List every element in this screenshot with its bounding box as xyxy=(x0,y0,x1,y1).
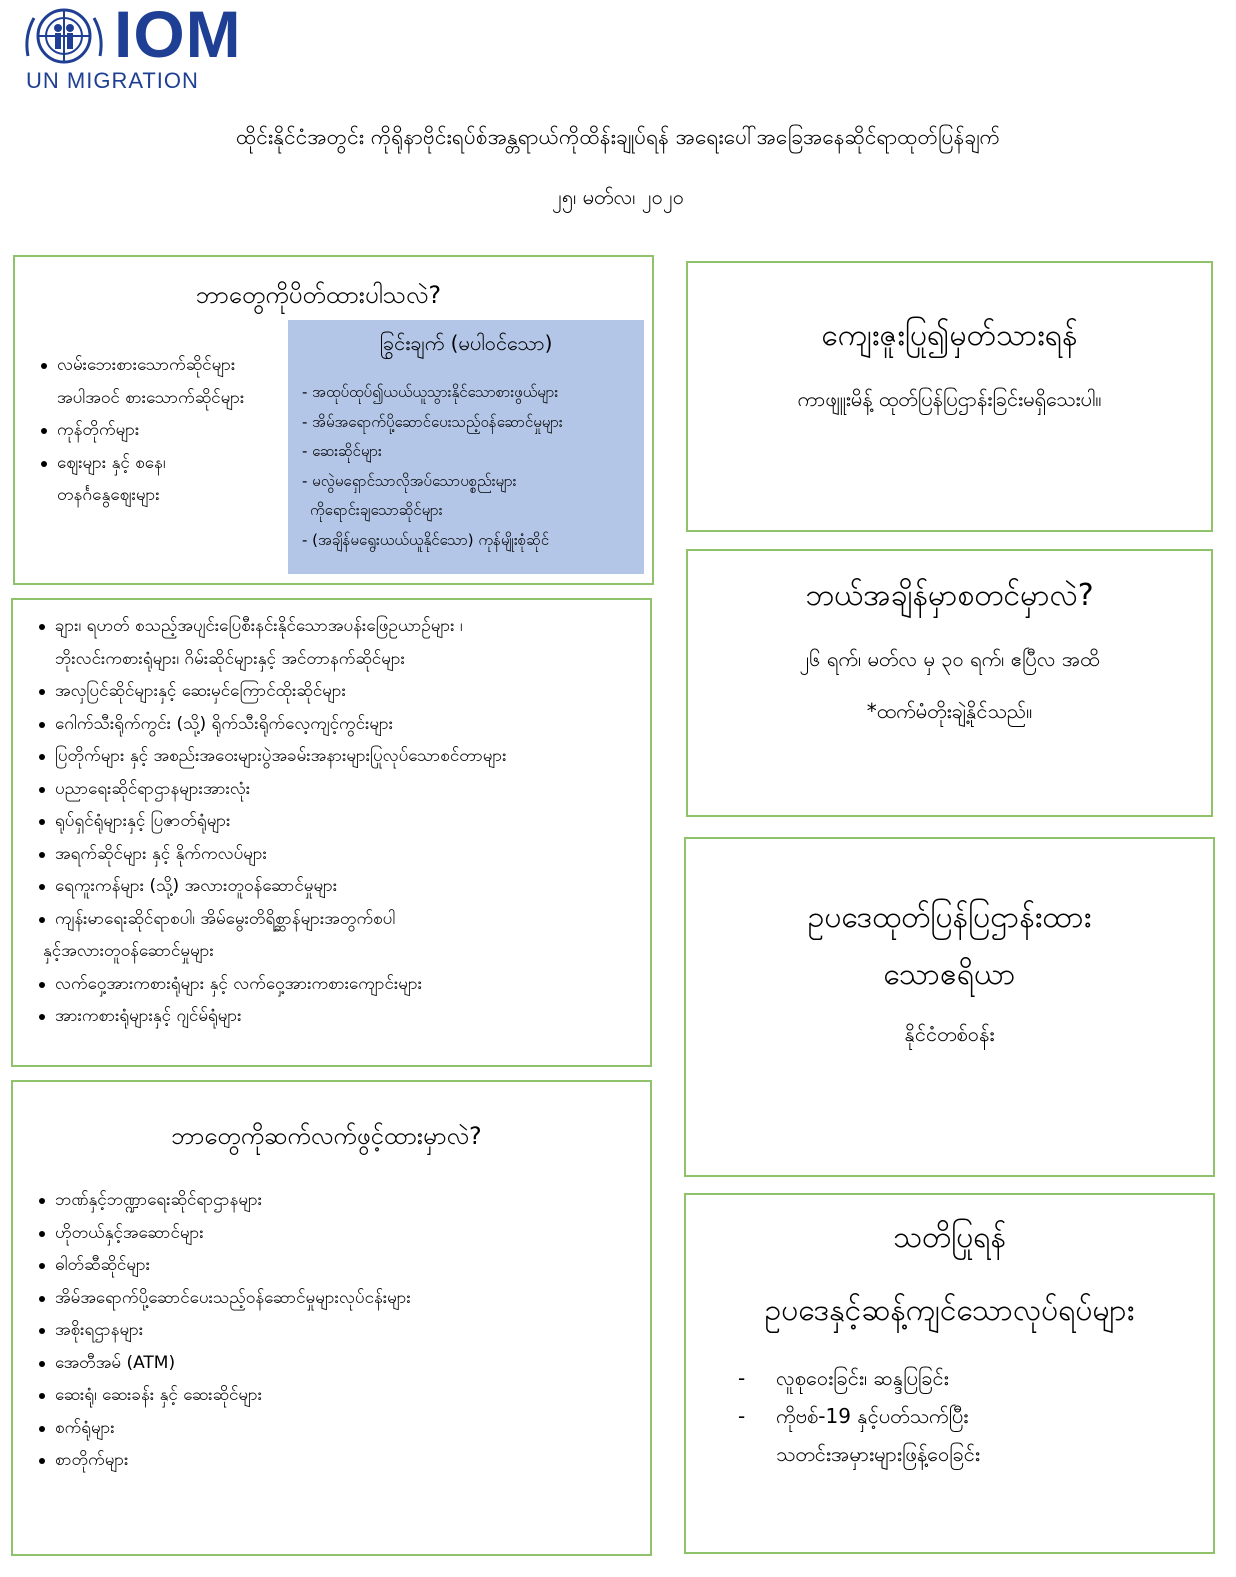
open-list xyxy=(13,1184,643,1477)
iom-logo xyxy=(22,0,252,94)
closed-venues-section xyxy=(11,598,652,1067)
open-heading: ဘာတွေကိုဆက်လက်ဖွင့်ထားမှာလဲ? xyxy=(171,1122,482,1150)
closed-venues-list xyxy=(13,610,643,1033)
list-item: လမ်းဘေးစားသောက်ဆိုင်များ အပါအဝင် စားသောက်ဆိုင်များ xyxy=(15,349,305,414)
when-period: ၂၆ ရက်၊ မတ်လ မှ ၃၀ ရက်၊ ဧပြီလ အထိ xyxy=(799,647,1100,671)
logo-wordmark: IOM xyxy=(114,0,242,71)
list-item: - ဆေးဆိုင်များ xyxy=(302,442,382,460)
exceptions-panel xyxy=(288,320,644,574)
area-heading-line1: ဥပဒေထုတ်ပြန်ပြဌာန်းထား xyxy=(807,900,1092,935)
open-section xyxy=(11,1080,652,1556)
area-heading-line2: သောဧရိယာ xyxy=(883,957,1016,992)
list-item: အိမ်အရောက်ပို့ဆောင်ပေးသည့်ဝန်ဆောင်မှုများလုပ်ငန်းများ xyxy=(13,1282,643,1315)
list-item: လက်ဝှေ့အားကစားရုံများ နှင့် လက်ဝှေ့အားကစားကျောင်းများ xyxy=(13,968,643,1001)
list-item: ချား၊ ရဟတ် စသည့်အပျင်းပြေစီးနင်းနိုင်သောအပန်းဖြေဥယာဉ်များ ၊ ဘိုးလင်းကစားရုံများ၊ ဂိမ်းဆိုင်များနှင့် အင်တာနက်ဆိုင်များ xyxy=(13,610,643,675)
list-item: အလှပြင်ဆိုင်များနှင့် ဆေးမှင်ကြောင်ထိုးဆိုင်များ xyxy=(13,675,643,708)
list-item: ပညာရေးဆိုင်ရာဌာနများအားလုံး xyxy=(13,773,643,806)
area-section xyxy=(684,837,1215,1177)
logo-tagline: UN MIGRATION xyxy=(26,68,199,93)
list-item: ဓါတ်ဆီဆိုင်များ xyxy=(13,1249,643,1282)
notice-subheading: ဥပဒေနှင့်ဆန့်ကျင်သောလုပ်ရပ်များ xyxy=(764,1293,1135,1328)
list-item: - မလွဲမရှောင်သာလိုအပ်သောပစ္စည်းများ xyxy=(302,471,517,490)
travel-text: ကာဖျူးမိန့် ထုတ်ပြန်ပြဌာန်းခြင်းမရှိသေးပါ။ xyxy=(797,387,1102,411)
list-item: ပြတိုက်များ နှင့် အစည်းအဝေးများပွဲအခမ်းအနားများပြုလုပ်သောစင်တာများ xyxy=(13,740,643,773)
list-item: ကိုရောင်းချသောဆိုင်များ xyxy=(310,501,443,519)
travel-heading: ကျေးဇူးပြု၍မှတ်သားရန် xyxy=(821,318,1078,353)
list-item: ကုန်တိုက်များ xyxy=(15,414,305,447)
list-item: - အိမ်အရောက်ပို့ဆောင်ပေးသည့်ဝန်ဆောင်မှုများ xyxy=(302,412,563,431)
list-item: စက်ရုံများ xyxy=(13,1412,643,1445)
when-heading: ဘယ်အချိန်မှာစတင်မှာလဲ? xyxy=(805,578,1094,613)
list-item: စာတိုက်များ xyxy=(13,1444,643,1477)
notice-section xyxy=(684,1193,1215,1554)
exceptions-heading: ခြွင်းချက် (မပါဝင်သော) xyxy=(379,331,553,355)
list-item: ဈေးများ နှင့် စနေ၊ တနင်္ဂနွေဈေးများ xyxy=(15,447,305,512)
closed-list xyxy=(15,349,305,512)
list-item: ဘဏ်နှင့်ဘဏ္ဍာရေးဆိုင်ရာဌာနများ xyxy=(13,1184,643,1217)
exceptions-list xyxy=(288,378,644,555)
list-item: ဂေါက်သီးရိုက်ကွင်း (သို့) ရိုက်သီးရိုက်လေ့ကျင့်ကွင်းများ xyxy=(13,708,643,741)
when-note: *ထက်မံတိုးချဲ့နိုင်သည်။ xyxy=(866,699,1033,723)
list-item: ရုပ်ရှင်ရုံများနှင့် ပြဇာတ်ရုံများ xyxy=(13,805,643,838)
document-title: ထိုင်းနိုင်ငံအတွင်း ကိုရိုနာဗိုင်းရပ်စ်အန္တရာယ်ကိုထိန်းချုပ်ရန် အရေးပေါ်အခြေအနေဆိုင်ရာထုတ်ပြန်ချက် xyxy=(235,125,1001,149)
area-text: နိုင်ငံတစ်ဝန်း xyxy=(904,1022,995,1046)
list-item: - လူစုဝေးခြင်း၊ ဆန္ဒပြခြင်း xyxy=(686,1359,1213,1397)
list-item: - ကိုဗစ်-19 နှင့်ပတ်သက်ပြီး သတင်းအမှားများဖြန့်ဝေခြင်း xyxy=(686,1397,1213,1473)
list-item: - အထုပ်ထုပ်၍ယယ်ယူသွားနိုင်သောစားဖွယ်များ xyxy=(302,383,559,401)
list-item: အေတီအမ် (ATM) xyxy=(13,1347,643,1380)
list-item: အားကစားရုံများနှင့် ဂျင်မ်ရုံများ xyxy=(13,1000,643,1033)
list-item: ဟိုတယ်နှင့်အဆောင်များ xyxy=(13,1217,643,1250)
un-emblem-icon xyxy=(22,6,106,66)
list-item: ကျန်းမာရေးဆိုင်ရာစပါ၊ အိမ်မွေးတိရိစ္ဆာန်များအတွက်စပါ နှင့်အလားတူဝန်ဆောင်မှုများ xyxy=(13,903,643,968)
notice-list xyxy=(686,1359,1213,1473)
travel-section xyxy=(686,261,1213,532)
notice-heading: သတိပြုရန် xyxy=(892,1220,1007,1255)
list-item: - (အချိန်မရွေးယယ်ယူနိုင်သော) ကုန်မျိုးစုံဆိုင် xyxy=(302,530,550,549)
closed-heading: ဘာတွေကိုပိတ်ထားပါသလဲ? xyxy=(195,281,442,309)
list-item: အရက်ဆိုင်များ နှင့် နိုက်ကလပ်များ xyxy=(13,838,643,871)
list-item: အစိုးရဌာနများ xyxy=(13,1314,643,1347)
when-section xyxy=(686,549,1213,817)
document-date: ၂၅၊ မတ်လ၊ ၂၀၂၀ xyxy=(552,185,684,209)
list-item: ဆေးရုံ၊ ဆေးခန်း နှင့် ဆေးဆိုင်များ xyxy=(13,1379,643,1412)
list-item: ရေကူးကန်များ (သို့) အလားတူဝန်ဆောင်မှုများ xyxy=(13,870,643,903)
